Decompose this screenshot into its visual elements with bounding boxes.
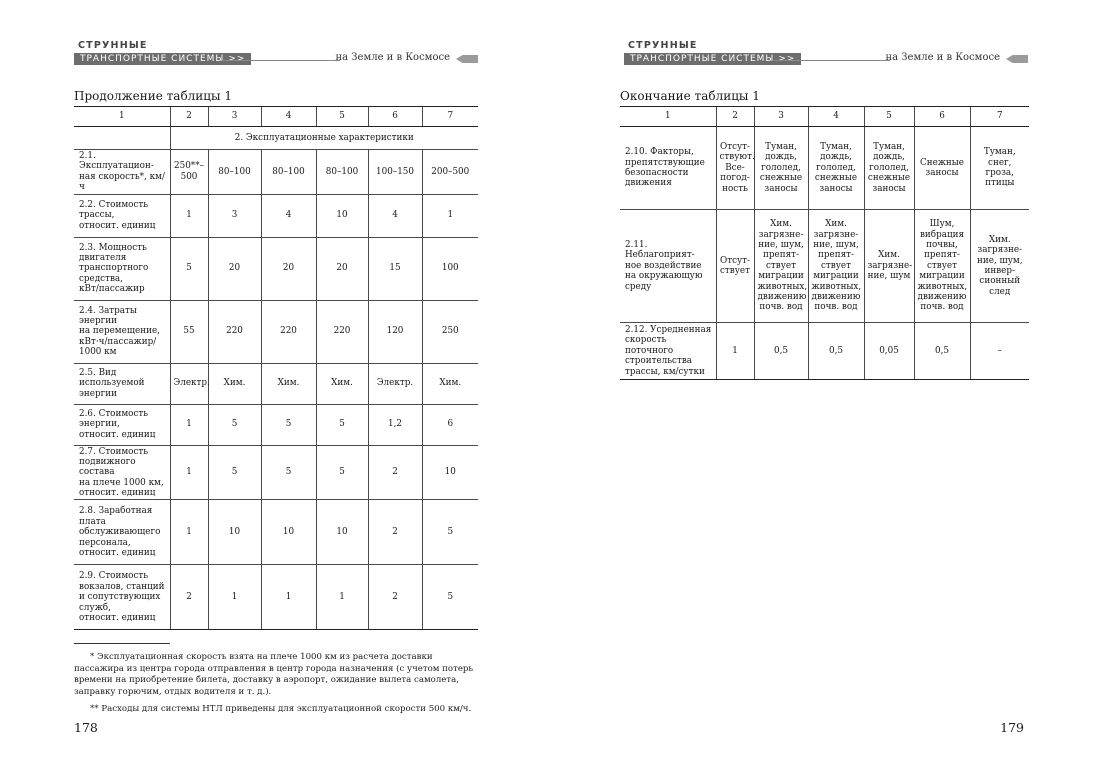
- table-caption: Продолжение таблицы 1: [74, 89, 233, 103]
- row-label: 2.7. Стоимость подвижного состава на плече 1000 км, относит. единиц: [74, 445, 170, 500]
- table-cell: 2: [368, 445, 422, 500]
- table-cell: Электр.: [170, 363, 208, 404]
- page-number: 179: [1000, 720, 1024, 735]
- column-header: 3: [754, 107, 808, 127]
- table-cell: 220: [316, 300, 368, 363]
- table-cell: 15: [368, 237, 422, 300]
- table-row: [620, 323, 1029, 380]
- table-cell: Снежные заносы: [914, 127, 970, 210]
- table-cell: 5: [261, 404, 316, 445]
- running-header: [74, 40, 478, 68]
- header-arrow-icon: [456, 55, 478, 63]
- table-cell: Хим.: [316, 363, 368, 404]
- row-label: 2.9. Стоимость вокзалов, станций и сопутствующих служб, относит. единиц: [74, 565, 170, 630]
- header-rule: [222, 60, 340, 61]
- table-row: [74, 565, 478, 630]
- table-cell: Электр.: [368, 363, 422, 404]
- table-cell: 0,5: [914, 323, 970, 380]
- table-cell: 5: [170, 237, 208, 300]
- table-cell: 80–100: [316, 150, 368, 195]
- table-row: [620, 210, 1029, 323]
- right-page: [550, 0, 1100, 777]
- table-cell: 20: [261, 237, 316, 300]
- table-row: [74, 150, 478, 195]
- table-cell: Хим. загрязне- ние, шум, препят- ствует миграции животных, движению почв. вод: [754, 210, 808, 323]
- table-cell: Туман, дождь, гололед, снежные заносы: [754, 127, 808, 210]
- row-label: 2.5. Вид используемой энергии: [74, 363, 170, 404]
- section-title: 2. Эксплуатационные характеристики: [170, 127, 478, 150]
- table-cell: 100: [422, 237, 478, 300]
- table-cell: 0,05: [864, 323, 914, 380]
- page-number: 178: [74, 720, 98, 735]
- table-cell: 5: [422, 500, 478, 565]
- column-header: 5: [316, 107, 368, 127]
- table-cell: 0,5: [754, 323, 808, 380]
- table-cell: Шум, вибрация почвы, препят- ствует миграции животных, движению почв. вод: [914, 210, 970, 323]
- table-cell: 20: [316, 237, 368, 300]
- row-label: 2.1. Эксплуатацион- ная скорость*, км/ч: [74, 150, 170, 195]
- footnote-divider: [74, 643, 170, 644]
- table-cell: 1: [170, 500, 208, 565]
- running-header: [624, 40, 1028, 68]
- row-label: 2.2. Стоимость трассы, относит. единиц: [74, 194, 170, 237]
- footnote: ** Расходы для системы НТЛ приведены для эксплуатационной скорости 500 км/ч.: [90, 704, 472, 715]
- row-label: 2.3. Мощность двигателя транспортного средства, кВт/пассажир: [74, 237, 170, 300]
- table-cell: 4: [261, 194, 316, 237]
- table-cell: 5: [261, 445, 316, 500]
- table-cell: 120: [368, 300, 422, 363]
- table-cell: Отсут- ствуют. Все- погод- ность: [716, 127, 754, 210]
- table-cell: 200–500: [422, 150, 478, 195]
- brand-line2: ТРАНСПОРТНЫЕ СИСТЕМЫ >>: [74, 53, 251, 65]
- table-cell: 220: [261, 300, 316, 363]
- table-cell: 2: [170, 565, 208, 630]
- table-row: [74, 300, 478, 363]
- table-cell: 80–100: [261, 150, 316, 195]
- table-cell: Хим.: [208, 363, 261, 404]
- table-cell: Отсут- ствует: [716, 210, 754, 323]
- table-cell: 1: [316, 565, 368, 630]
- table-cell: 6: [422, 404, 478, 445]
- table-row: [74, 445, 478, 500]
- table-cell: 5: [208, 445, 261, 500]
- header-subtitle: на Земле и в Космосе: [335, 52, 450, 63]
- table-cell: 1: [170, 194, 208, 237]
- row-label: 2.6. Стоимость энергии, относит. единиц: [74, 404, 170, 445]
- column-header: 3: [208, 107, 261, 127]
- header-arrow-icon: [1006, 55, 1028, 63]
- table-cell: 10: [316, 500, 368, 565]
- table-row: [74, 237, 478, 300]
- comparison-table-continued: [74, 106, 478, 630]
- table-cell: Хим.: [422, 363, 478, 404]
- row-label: 2.4. Затраты энергии на перемещение, кВт·ч/пассажир/ 1000 км: [74, 300, 170, 363]
- row-label: 2.10. Факторы, препятствующие безопасности движения: [620, 127, 716, 210]
- comparison-table-end: [620, 106, 1029, 380]
- table-caption: Окончание таблицы 1: [620, 89, 760, 103]
- table-cell: 1: [170, 404, 208, 445]
- table-row: [74, 194, 478, 237]
- column-header: 4: [808, 107, 864, 127]
- table-row: [74, 404, 478, 445]
- table-header-row: [620, 107, 1029, 127]
- column-header: 2: [170, 107, 208, 127]
- table-cell: 5: [316, 404, 368, 445]
- table-cell: –: [970, 323, 1029, 380]
- table-cell: 55: [170, 300, 208, 363]
- table-cell: 5: [208, 404, 261, 445]
- brand-line1: СТРУННЫЕ: [78, 40, 148, 51]
- brand-line1: СТРУННЫЕ: [628, 40, 698, 51]
- table-cell: 2: [368, 565, 422, 630]
- footnote: * Эксплуатационная скорость взята на плече 1000 км из расчета доставки пассажира из центра города отправления в центр города назначения (с учетом потерь времени на приобретение билета, доставку в аэропорт, ожидание вылета самолета, заправку горючим, отдых водителя и т. д.).: [74, 652, 474, 697]
- table-cell: 10: [422, 445, 478, 500]
- table-cell: 1,2: [368, 404, 422, 445]
- row-label: 2.12. Усредненная скорость поточного строительства трассы, км/сутки: [620, 323, 716, 380]
- table-cell: 20: [208, 237, 261, 300]
- table-header-row: [74, 107, 478, 127]
- table-cell: 10: [208, 500, 261, 565]
- column-header: 7: [970, 107, 1029, 127]
- table-row: [74, 363, 478, 404]
- column-header: 1: [74, 107, 170, 127]
- table-cell: 100–150: [368, 150, 422, 195]
- table-cell: 3: [208, 194, 261, 237]
- table-cell: 220: [208, 300, 261, 363]
- table-cell: 80–100: [208, 150, 261, 195]
- header-subtitle: на Земле и в Космосе: [885, 52, 1000, 63]
- table-cell: 5: [422, 565, 478, 630]
- column-header: 2: [716, 107, 754, 127]
- table-cell: 10: [261, 500, 316, 565]
- table-cell: Хим. загрязне- ние, шум, инвер- сионный след: [970, 210, 1029, 323]
- column-header: 6: [368, 107, 422, 127]
- table-cell: 1: [208, 565, 261, 630]
- table-cell: 2: [368, 500, 422, 565]
- table-cell: 1: [422, 194, 478, 237]
- table-cell: 1: [261, 565, 316, 630]
- table-cell: 1: [716, 323, 754, 380]
- table-cell: 0,5: [808, 323, 864, 380]
- table-cell: 10: [316, 194, 368, 237]
- row-label: 2.11. Неблагоприят- ное воздействие на окружающую среду: [620, 210, 716, 323]
- row-label: 2.8. Заработная плата обслуживающего персонала, относит. единиц: [74, 500, 170, 565]
- table-cell: 250**– 500: [170, 150, 208, 195]
- table-cell: Хим. загрязне- ние, шум, препят- ствует миграции животных, движению почв. вод: [808, 210, 864, 323]
- column-header: 4: [261, 107, 316, 127]
- table-cell: 250: [422, 300, 478, 363]
- brand-line2: ТРАНСПОРТНЫЕ СИСТЕМЫ >>: [624, 53, 801, 65]
- table-cell: Туман, снег, гроза, птицы: [970, 127, 1029, 210]
- table-row: [620, 127, 1029, 210]
- table-cell: 5: [316, 445, 368, 500]
- table-cell: 4: [368, 194, 422, 237]
- table-row: [74, 500, 478, 565]
- section-row: [74, 127, 478, 150]
- header-rule: [772, 60, 890, 61]
- column-header: 1: [620, 107, 716, 127]
- table-cell: Туман, дождь, гололед, снежные заносы: [808, 127, 864, 210]
- table-cell: 1: [170, 445, 208, 500]
- column-header: 7: [422, 107, 478, 127]
- footnotes: [74, 652, 478, 722]
- table-cell: Туман, дождь, гололед, снежные заносы: [864, 127, 914, 210]
- table-cell: Хим.: [261, 363, 316, 404]
- column-header: 6: [914, 107, 970, 127]
- column-header: 5: [864, 107, 914, 127]
- table-cell: Хим. загрязне- ние, шум: [864, 210, 914, 323]
